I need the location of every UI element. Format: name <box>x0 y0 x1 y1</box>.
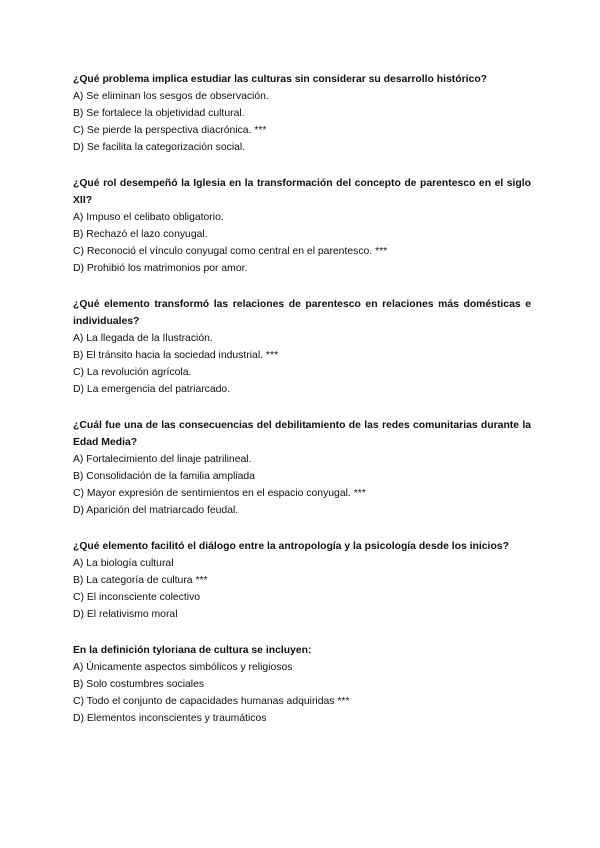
question-text: ¿Qué elemento transformó las relaciones de parentesco en relaciones más domésticas e individuales? <box>73 299 531 327</box>
answer-option: C) Mayor expresión de sentimientos en el espacio conyugal. *** <box>73 488 366 499</box>
question-block <box>73 296 531 398</box>
answer-option: B) Rechazó el lazo conyugal. <box>73 229 208 240</box>
answer-option: A) Fortalecimiento del linaje patrilineal. <box>73 454 252 465</box>
answer-option: C) El inconsciente colectivo <box>73 592 201 603</box>
question-block <box>73 71 531 156</box>
answer-option: D) El relativismo moral <box>73 609 178 620</box>
answer-option: C) La revolución agrícola. <box>73 367 192 378</box>
answer-option: A) Únicamente aspectos simbólicos y religiosos <box>73 662 293 673</box>
quiz-content <box>73 71 531 746</box>
answer-option: B) La categoría de cultura *** <box>73 575 208 586</box>
answer-option: A) La llegada de la Ilustración. <box>73 333 213 344</box>
answer-option: C) Reconoció el vínculo conyugal como central en el parentesco. *** <box>73 246 388 257</box>
question-block <box>73 175 531 277</box>
answer-option: B) Solo costumbres sociales <box>73 679 205 690</box>
question-block <box>73 538 531 623</box>
answer-option: D) Elementos inconscientes y traumáticos <box>73 713 267 724</box>
question-block <box>73 417 531 519</box>
question-text: En la definición tyloriana de cultura se incluyen: <box>73 645 312 656</box>
question-text: ¿Cuál fue una de las consecuencias del debilitamiento de las redes comunitarias durante la Edad Media? <box>73 420 531 448</box>
answer-option: B) Consolidación de la familia ampliada <box>73 471 255 482</box>
question-block <box>73 642 531 727</box>
answer-option: D) Prohibió los matrimonios por amor. <box>73 263 248 274</box>
answer-option: C) Todo el conjunto de capacidades humanas adquiridas *** <box>73 696 350 707</box>
answer-option: D) La emergencia del patriarcado. <box>73 384 231 395</box>
question-text: ¿Qué rol desempeñó la Iglesia en la transformación del concepto de parentesco en el siglo XII? <box>73 178 531 206</box>
answer-option: D) Se facilita la categorización social. <box>73 142 246 153</box>
answer-option: D) Aparición del matriarcado feudal. <box>73 505 239 516</box>
answer-option: A) La biología cultural <box>73 558 174 569</box>
question-text: ¿Qué elemento facilitó el diálogo entre la antropología y la psicología desde los inicios? <box>73 541 509 552</box>
answer-option: C) Se pierde la perspectiva diacrónica. *** <box>73 125 267 136</box>
answer-option: B) Se fortalece la objetividad cultural. <box>73 108 245 119</box>
answer-option: B) El tránsito hacia la sociedad industrial. *** <box>73 350 279 361</box>
answer-option: A) Se eliminan los sesgos de observación. <box>73 91 269 102</box>
answer-option: A) Impuso el celibato obligatorio. <box>73 212 224 223</box>
question-text: ¿Qué problema implica estudiar las culturas sin considerar su desarrollo histórico? <box>73 74 488 85</box>
